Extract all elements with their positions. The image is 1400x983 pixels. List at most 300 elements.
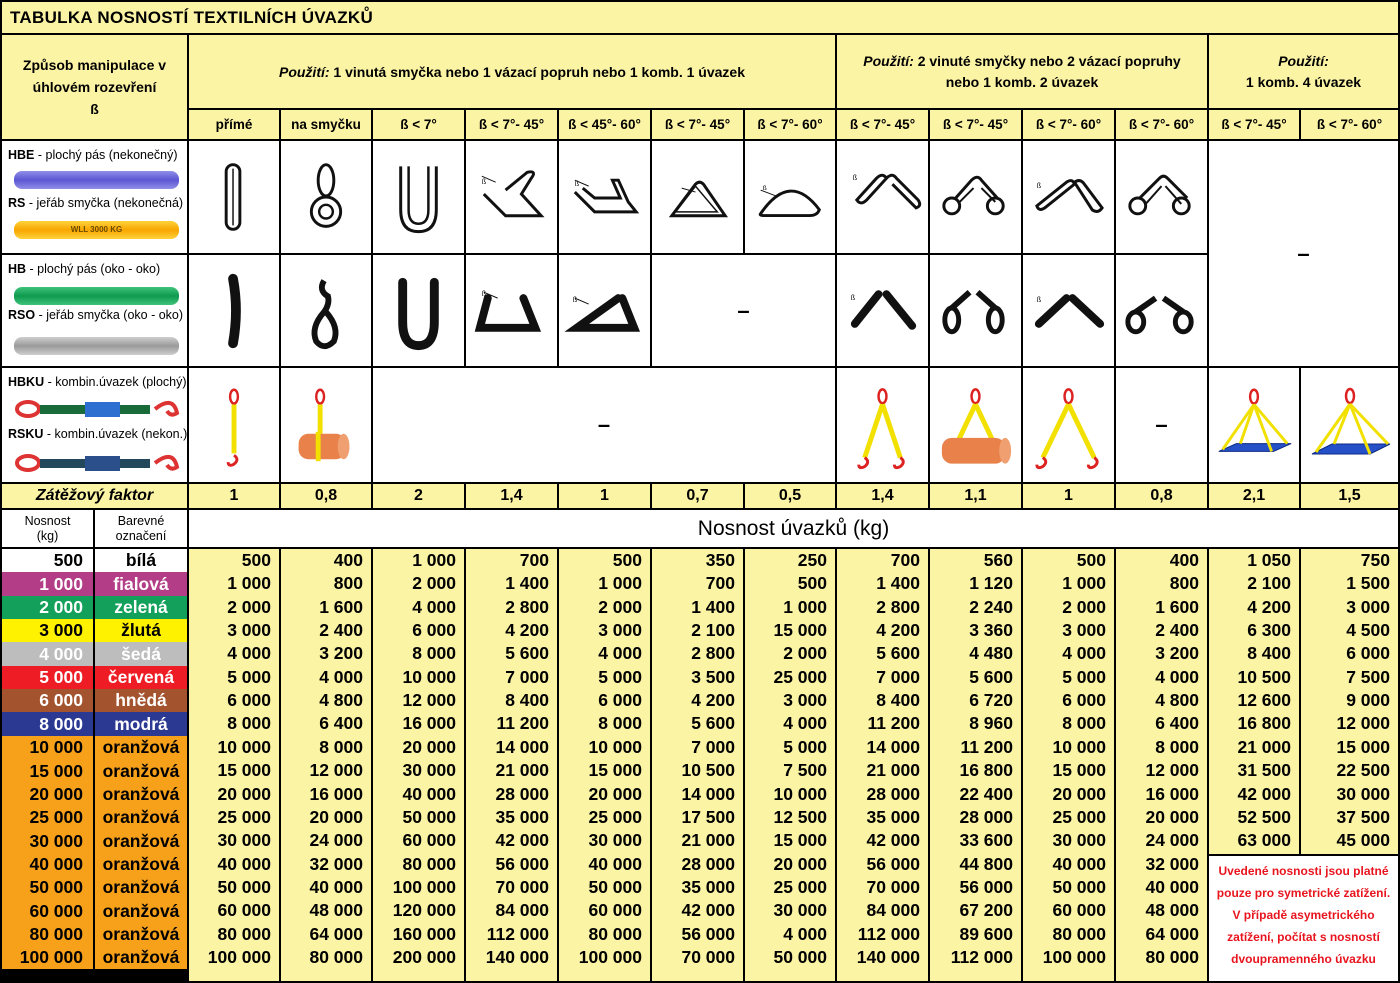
note-line: zatížení, počítat s nosností — [1227, 930, 1380, 944]
usage-text: 1 komb. 4 úvazek — [1245, 73, 1362, 90]
double-eye-sling-icon-drawing — [930, 258, 1021, 364]
two-leg-choke-sling-icon-drawing — [930, 372, 1021, 478]
usage-prefix: Použití: — [863, 52, 914, 69]
capacity-value: 40 000 — [588, 854, 642, 874]
load-factor-value: 1,4 — [837, 484, 928, 508]
single-endless-sling-icon — [745, 141, 835, 253]
sling-row-3-label — [2, 368, 187, 482]
four-leg-sling-wide-icon-drawing — [1304, 372, 1396, 478]
capacity-value: 60 000 — [588, 900, 642, 920]
capacity-value: 400 — [333, 550, 363, 570]
capacity-value: 500 — [1076, 550, 1106, 570]
capacity-title: Nosnost úvazků (kg) — [189, 510, 1398, 547]
capacity-value: 64 000 — [1145, 924, 1199, 944]
capacity-value: 40 000 — [402, 784, 456, 804]
method-header-line1: Způsob manipulace v — [22, 57, 167, 73]
sling-code: RSO — [8, 308, 36, 322]
capacity-value: 10 000 — [588, 737, 642, 757]
capacity-value: 5 600 — [876, 643, 920, 663]
svg-text:ß: ß — [481, 290, 487, 298]
svg-text:ß: ß — [574, 181, 580, 189]
color-label-cell: červená — [95, 666, 187, 689]
capacity-value: 3 000 — [1346, 597, 1390, 617]
load-factor-value: 0,8 — [1116, 484, 1207, 508]
capacity-value: 12 000 — [402, 690, 456, 710]
double-eye-sling-icon — [930, 255, 1021, 366]
capacity-cell: 60 000 — [2, 899, 93, 923]
double-eye-sling-icon — [837, 255, 928, 366]
capacity-value: 16 000 — [402, 713, 456, 733]
capacity-value: 100 000 — [207, 947, 271, 967]
capacity-value: 1 000 — [412, 550, 456, 570]
capacity-value: 56 000 — [681, 924, 735, 944]
capacity-value: 63 000 — [1237, 830, 1291, 850]
capacity-value: 3 000 — [598, 620, 642, 640]
capacity-value: 5 600 — [969, 667, 1013, 687]
single-eye-sling-icon-drawing — [189, 258, 279, 364]
yellow-round-sling-swatch: WLL 3000 KG — [14, 221, 179, 239]
capacity-value: 10 500 — [681, 760, 735, 780]
svg-text:ß: ß — [762, 185, 767, 193]
capacity-value: 48 000 — [309, 900, 363, 920]
usage-text: 2 vinuté smyčky nebo 2 vázací popruhy — [917, 52, 1181, 69]
color-col-header — [95, 510, 187, 547]
capacity-value: 50 000 — [1052, 877, 1106, 897]
sling-desc: - plochý pás (nekonečný) — [34, 148, 178, 162]
capacity-value: 120 000 — [392, 900, 456, 920]
combination-sling-straight-icon-drawing — [189, 372, 279, 478]
single-endless-sling-icon — [281, 141, 371, 253]
capacity-value: 24 000 — [309, 830, 363, 850]
capacity-column — [189, 549, 279, 981]
capacity-value: 40 000 — [1145, 877, 1199, 897]
four-leg-sling-icon — [1209, 368, 1299, 482]
capacity-column — [1301, 549, 1398, 854]
capacity-value: 16 000 — [309, 784, 363, 804]
single-endless-sling-icon — [652, 141, 743, 253]
capacity-value: 50 000 — [217, 877, 271, 897]
capacity-value: 8 000 — [319, 737, 363, 757]
color-label-cell: oranžová — [95, 829, 187, 853]
capacity-value: 30 000 — [217, 830, 271, 850]
capacity-value: 4 000 — [783, 924, 827, 944]
capacity-value: 40 000 — [217, 854, 271, 874]
capacity-value: 21 000 — [495, 760, 549, 780]
capacity-value: 4 000 — [783, 713, 827, 733]
capacity-value: 20 000 — [588, 784, 642, 804]
capacity-cell: 4 000 — [2, 642, 93, 666]
not-applicable-dash: – — [1209, 141, 1398, 366]
color-label-cell: oranžová — [95, 736, 187, 759]
capacity-value: 140 000 — [485, 947, 549, 967]
capacity-value: 4 000 — [1062, 643, 1106, 663]
capacity-value: 20 000 — [309, 807, 363, 827]
color-label-cell: oranžová — [95, 806, 187, 829]
capacity-value: 4 800 — [1155, 690, 1199, 710]
capacity-value: 6 000 — [1062, 690, 1106, 710]
single-endless-sling-icon — [373, 141, 464, 253]
capacity-value: 20 000 — [217, 784, 271, 804]
capacity-column — [1116, 549, 1207, 981]
capacity-value: 3 200 — [319, 643, 363, 663]
capacity-value: 40 000 — [309, 877, 363, 897]
capacity-value: 60 000 — [217, 900, 271, 920]
capacity-value: 70 000 — [866, 877, 920, 897]
not-applicable-dash: – — [1116, 368, 1207, 482]
capacity-value: 30 000 — [1052, 830, 1106, 850]
single-eye-sling-icon — [189, 255, 279, 366]
capacity-value: 30 000 — [1336, 784, 1390, 804]
capacity-cell: 40 000 — [2, 853, 93, 876]
capacity-value: 28 000 — [866, 784, 920, 804]
angle-header: ß < 45°- 60° — [559, 110, 650, 139]
capacity-value: 6 000 — [598, 690, 642, 710]
capacity-value: 2 000 — [227, 597, 271, 617]
angle-header: ß < 7°- 60° — [1023, 110, 1114, 139]
capacity-column — [930, 549, 1021, 981]
capacity-value: 700 — [890, 550, 920, 570]
capacity-value: 32 000 — [1145, 854, 1199, 874]
capacity-value: 11 200 — [960, 737, 1013, 757]
load-factor-value: 1 — [1023, 484, 1114, 508]
capacity-value: 700 — [705, 573, 735, 593]
capacity-value: 25 000 — [1052, 807, 1106, 827]
capacity-value: 32 000 — [309, 854, 363, 874]
capacity-value: 70 000 — [495, 877, 549, 897]
capacity-value: 12 000 — [309, 760, 363, 780]
capacity-value: 30 000 — [402, 760, 456, 780]
capacity-column — [837, 549, 928, 981]
load-factor-value: 0,8 — [281, 484, 371, 508]
two-leg-sling-icon — [837, 368, 928, 482]
load-factor-value: 0,7 — [652, 484, 743, 508]
color-label-cell: šedá — [95, 642, 187, 666]
combination-sling-round-icon — [10, 452, 182, 474]
capacity-value: 5 600 — [691, 713, 735, 733]
capacity-value: 750 — [1360, 550, 1390, 570]
capacity-value: 35 000 — [495, 807, 549, 827]
capacity-value: 42 000 — [495, 830, 549, 850]
two-leg-sling-icon-drawing — [837, 372, 928, 478]
capacity-value: 2 000 — [598, 597, 642, 617]
capacity-column — [745, 549, 835, 981]
angle-header: na smyčku — [281, 110, 371, 139]
capacity-value: 80 000 — [309, 947, 363, 967]
capacity-value: 2 800 — [505, 597, 549, 617]
capacity-cell: 3 000 — [2, 619, 93, 642]
capacity-value: 11 200 — [496, 713, 549, 733]
single-eye-sling-icon-drawing — [466, 258, 557, 364]
capacity-value: 2 100 — [1247, 573, 1291, 593]
capacity-value: 7 500 — [1346, 667, 1390, 687]
capacity-value: 25 000 — [588, 807, 642, 827]
capacity-value: 1 500 — [1346, 573, 1390, 593]
angle-header: ß < 7° — [373, 110, 464, 139]
capacity-value: 6 000 — [412, 620, 456, 640]
method-header — [2, 35, 187, 139]
color-header-text-2: označení — [115, 528, 167, 543]
color-label-cell: fialová — [95, 572, 187, 596]
capacity-value: 80 000 — [1145, 947, 1199, 967]
angle-header: přímé — [189, 110, 279, 139]
sling-code: HB — [8, 262, 27, 276]
capacity-value: 350 — [705, 550, 735, 570]
capacity-value: 140 000 — [856, 947, 920, 967]
capacity-value: 10 000 — [1052, 737, 1106, 757]
capacity-value: 2 000 — [412, 573, 456, 593]
capacity-value: 500 — [612, 550, 642, 570]
capacity-cell: 25 000 — [2, 806, 93, 829]
single-endless-sling-icon-drawing — [745, 144, 835, 250]
capacity-value: 84 000 — [495, 900, 549, 920]
capacity-value: 20 000 — [1052, 784, 1106, 804]
usage-prefix: Použití: — [278, 63, 330, 80]
double-eye-sling-icon — [1116, 255, 1207, 366]
capacity-value: 22 500 — [1336, 760, 1390, 780]
capacity-value: 7 000 — [691, 737, 735, 757]
svg-text:ß: ß — [850, 294, 856, 302]
capacity-cell: 500 — [2, 549, 93, 572]
single-endless-sling-icon-drawing — [559, 144, 650, 250]
capacity-value: 100 000 — [578, 947, 642, 967]
grey-round-sling-swatch — [14, 337, 179, 355]
capacity-value: 9 000 — [1346, 690, 1390, 710]
capacity-value: 52 500 — [1237, 807, 1291, 827]
capacity-value: 30 000 — [773, 900, 827, 920]
color-label-cell: oranžová — [95, 759, 187, 783]
capacity-value: 8 000 — [227, 713, 271, 733]
capacity-value: 8 960 — [969, 713, 1013, 733]
not-applicable-dash: – — [652, 255, 835, 366]
green-sling-swatch — [14, 287, 179, 305]
usage-group-1 — [189, 35, 835, 108]
capacity-value: 560 — [983, 550, 1013, 570]
capacity-cell: 5 000 — [2, 666, 93, 689]
capacity-value: 3 000 — [227, 620, 271, 640]
capacity-value: 7 500 — [783, 760, 827, 780]
capacity-value: 21 000 — [681, 830, 735, 850]
capacity-value: 5 000 — [783, 737, 827, 757]
capacity-value: 1 000 — [227, 573, 271, 593]
capacity-value: 1 000 — [783, 597, 827, 617]
svg-text:ß: ß — [1036, 183, 1042, 191]
capacity-value: 48 000 — [1145, 900, 1199, 920]
combination-sling-straight-icon — [189, 368, 279, 482]
capacity-value: 7 000 — [876, 667, 920, 687]
capacity-cell: 1 000 — [2, 572, 93, 596]
combination-sling-choke-icon-drawing — [281, 372, 371, 478]
capacity-value: 56 000 — [495, 854, 549, 874]
capacity-cell: 8 000 — [2, 712, 93, 736]
capacity-value: 3 000 — [1062, 620, 1106, 640]
capacity-cell: 15 000 — [2, 759, 93, 783]
capacity-value: 2 240 — [969, 597, 1013, 617]
note-line: pouze pro symetrické zatížení. — [1216, 886, 1391, 900]
capacity-value: 20 000 — [1145, 807, 1199, 827]
capacity-value: 3 200 — [1155, 643, 1199, 663]
capacity-value: 37 500 — [1336, 807, 1390, 827]
angle-header: ß < 7°- 60° — [1116, 110, 1207, 139]
usage-group-3 — [1209, 35, 1398, 108]
capacity-value: 8 400 — [876, 690, 920, 710]
capacity-value: 112 000 — [950, 947, 1013, 967]
capacity-value: 33 600 — [959, 830, 1013, 850]
capacity-value: 4 000 — [412, 597, 456, 617]
capacity-value: 1 050 — [1247, 550, 1291, 570]
svg-text:ß: ß — [852, 175, 858, 183]
single-eye-sling-icon — [466, 255, 557, 366]
capacity-value: 8 400 — [505, 690, 549, 710]
svg-text:ß: ß — [572, 296, 578, 304]
sling-code: HBKU — [8, 375, 45, 389]
capacity-value: 4 200 — [691, 690, 735, 710]
single-eye-sling-icon — [281, 255, 371, 366]
capacity-value: 50 000 — [402, 807, 456, 827]
single-eye-sling-icon-drawing — [281, 258, 371, 364]
sling-desc: - plochý pás (oko - oko) — [26, 262, 161, 276]
double-eye-sling-icon — [1023, 255, 1114, 366]
single-endless-sling-icon — [559, 141, 650, 253]
capacity-value: 3 000 — [783, 690, 827, 710]
capacity-value: 60 000 — [402, 830, 456, 850]
capacity-value: 100 000 — [1042, 947, 1106, 967]
capacity-value: 44 800 — [959, 854, 1013, 874]
capacity-cell: 10 000 — [2, 736, 93, 759]
four-leg-sling-wide-icon — [1301, 368, 1398, 482]
capacity-value: 10 000 — [773, 784, 827, 804]
capacity-value: 16 800 — [1237, 713, 1291, 733]
double-endless-sling-icon — [1116, 141, 1207, 253]
capacity-value: 8 000 — [598, 713, 642, 733]
two-leg-wide-sling-icon — [1023, 368, 1114, 482]
angle-header: ß < 7°- 60° — [745, 110, 835, 139]
capacity-value: 2 800 — [876, 597, 920, 617]
capacity-value: 500 — [797, 573, 827, 593]
capacity-value: 84 000 — [866, 900, 920, 920]
capacity-value: 31 500 — [1237, 760, 1291, 780]
capacity-value: 16 000 — [1145, 784, 1199, 804]
capacity-value: 12 500 — [773, 807, 827, 827]
capacity-value: 50 000 — [588, 877, 642, 897]
color-label-cell: zelená — [95, 596, 187, 619]
capacity-value: 3 500 — [691, 667, 735, 687]
capacity-value: 42 000 — [681, 900, 735, 920]
capacity-value: 4 500 — [1346, 620, 1390, 640]
capacity-value: 8 400 — [1247, 643, 1291, 663]
usage-prefix: Použití: — [1278, 52, 1329, 69]
angle-header: ß < 7°- 60° — [1301, 110, 1398, 139]
capacity-value: 20 000 — [402, 737, 456, 757]
capacity-value: 67 200 — [959, 900, 1013, 920]
usage-text-2: nebo 1 komb. 2 úvazek — [945, 73, 1099, 90]
load-factor-value: 1 — [189, 484, 279, 508]
svg-text:ß: ß — [481, 179, 487, 187]
capacity-value: 4 480 — [969, 643, 1013, 663]
capacity-value: 15 000 — [217, 760, 271, 780]
capacity-value: 10 500 — [1237, 667, 1291, 687]
angle-header: ß < 7°- 45° — [466, 110, 557, 139]
angle-header: ß < 7°- 45° — [837, 110, 928, 139]
combination-sling-choke-icon — [281, 368, 371, 482]
capacity-value: 30 000 — [588, 830, 642, 850]
capacity-value: 25 000 — [773, 877, 827, 897]
capacity-value: 4 200 — [876, 620, 920, 640]
single-eye-sling-icon — [373, 255, 464, 366]
capacity-value: 160 000 — [392, 924, 456, 944]
capacity-header-unit: (kg) — [36, 528, 59, 543]
single-endless-sling-icon — [466, 141, 557, 253]
capacity-value: 800 — [1169, 573, 1199, 593]
capacity-value: 28 000 — [681, 854, 735, 874]
capacity-value: 1 400 — [691, 597, 735, 617]
angle-header: ß < 7°- 45° — [1209, 110, 1299, 139]
capacity-value: 5 000 — [598, 667, 642, 687]
capacity-value: 3 360 — [969, 620, 1013, 640]
sling-desc: - jeřáb smyčka (oko - oko) — [35, 308, 184, 322]
capacity-column — [281, 549, 371, 981]
capacity-value: 10 000 — [217, 737, 271, 757]
capacity-value: 5 000 — [1062, 667, 1106, 687]
single-endless-sling-icon-drawing — [652, 144, 743, 250]
method-header-line2: úhlovém rozevření — [32, 79, 157, 95]
capacity-value: 112 000 — [857, 924, 920, 944]
color-header-text: Barevné — [117, 513, 165, 528]
page-title: TABULKA NOSNOSTÍ TEXTILNÍCH ÚVAZKŮ — [2, 2, 1398, 33]
note-line: dvoupramenného úvazku — [1231, 952, 1376, 966]
capacity-value: 24 000 — [1145, 830, 1199, 850]
sling-desc: - kombin.úvazek (nekon.) — [43, 427, 187, 441]
sling-code: RS — [8, 196, 26, 210]
two-leg-wide-sling-icon-drawing — [1023, 372, 1114, 478]
capacity-cell: 6 000 — [2, 689, 93, 712]
color-label-cell: oranžová — [95, 899, 187, 923]
color-label-cell: oranžová — [95, 876, 187, 899]
capacity-value: 6 300 — [1247, 620, 1291, 640]
single-endless-sling-icon-drawing — [373, 144, 464, 250]
capacity-value: 20 000 — [773, 854, 827, 874]
capacity-cell: 30 000 — [2, 829, 93, 853]
capacity-value: 2 800 — [691, 643, 735, 663]
capacity-value: 56 000 — [959, 877, 1013, 897]
double-endless-sling-icon — [837, 141, 928, 253]
capacity-value: 500 — [241, 550, 271, 570]
color-label-cell: oranžová — [95, 853, 187, 876]
capacity-value: 11 200 — [867, 713, 920, 733]
capacity-col-header — [2, 510, 93, 547]
capacity-value: 10 000 — [402, 667, 456, 687]
capacity-value: 80 000 — [217, 924, 271, 944]
capacity-value: 200 000 — [392, 947, 456, 967]
capacity-column — [373, 549, 464, 981]
load-factor-value: 2,1 — [1209, 484, 1299, 508]
capacity-value: 2 100 — [691, 620, 735, 640]
capacity-value: 4 000 — [227, 643, 271, 663]
load-factor-value: 0,5 — [745, 484, 835, 508]
capacity-value: 1 600 — [319, 597, 363, 617]
load-factor-value: 1 — [559, 484, 650, 508]
four-leg-sling-icon-drawing — [1209, 372, 1299, 478]
capacity-value: 4 000 — [319, 667, 363, 687]
capacity-value: 15 000 — [773, 830, 827, 850]
capacity-value: 64 000 — [309, 924, 363, 944]
capacity-cell: 50 000 — [2, 876, 93, 899]
color-label-cell: modrá — [95, 712, 187, 736]
capacity-header-text: Nosnost — [24, 513, 71, 528]
combination-sling-flat-icon — [10, 398, 182, 420]
capacity-value: 14 000 — [681, 784, 735, 804]
capacity-value: 8 000 — [412, 643, 456, 663]
capacity-value: 12 000 — [1336, 713, 1390, 733]
